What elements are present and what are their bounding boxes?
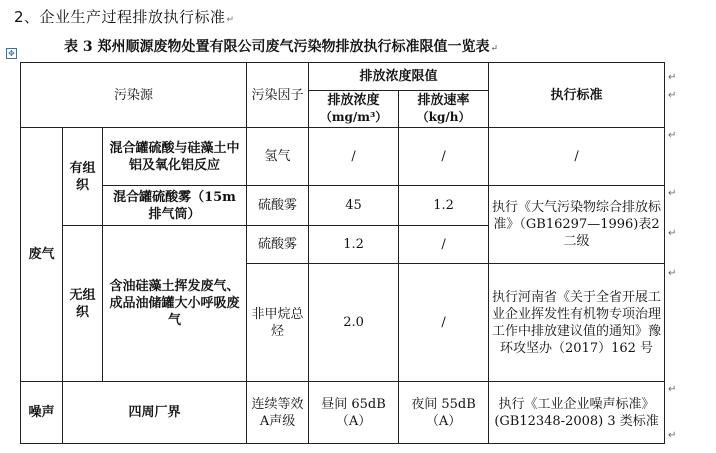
header-standard: 执行标准 <box>489 63 665 128</box>
concentration-cell: 昼间 65dB（A） <box>309 382 399 444</box>
rate-cell: 1.2 <box>399 186 489 226</box>
header-factor: 污染因子 <box>247 63 309 128</box>
organized-label: 有组织 <box>63 128 103 226</box>
concentration-cell: 45 <box>309 186 399 226</box>
row-end-mark: ↵ <box>668 90 677 101</box>
header-row-1 <box>21 63 665 91</box>
factor-cell: 连续等效A声级 <box>247 382 309 444</box>
standard-cell: 执行《工业企业噪声标准》(GB12348-2008) 3 类标准 <box>489 382 665 444</box>
row-end-mark: ↵ <box>668 130 677 141</box>
source-cell: 混合罐硫酸与硅藻土中铝及氧化铝反应 <box>103 128 247 186</box>
table-title-text: 表 3 郑州顺源废物处置有限公司废气污染物排放执行标准限值一览表 <box>64 39 490 55</box>
standard-cell: 执行《大气污染物综合排放标准》（GB16297—1996)表2二级 <box>489 186 665 264</box>
row-end-mark: ↵ <box>668 430 677 441</box>
table-move-handle-icon[interactable]: ✥ <box>6 48 17 59</box>
header-source: 污染源 <box>21 63 247 128</box>
row-end-mark: ↵ <box>668 384 677 395</box>
standard-cell: 执行河南省《关于全省开展工业企业挥发性有机物专项治理工作中排放建议值的通知》豫环攻坚办（2017）162 号 <box>489 264 665 382</box>
row-end-mark: ↵ <box>668 188 677 199</box>
rate-cell: / <box>399 226 489 264</box>
table-row <box>21 186 665 226</box>
header-limit-group: 排放浓度限值 <box>309 63 489 91</box>
category-waste-gas: 废气 <box>21 128 63 382</box>
factor-cell: 氢气 <box>247 128 309 186</box>
header-concentration: 排放浓度 （mg/m³） <box>309 91 399 128</box>
emission-standards-table <box>20 62 665 444</box>
factor-cell: 硫酸雾 <box>247 186 309 226</box>
unorganized-label: 无组织 <box>63 226 103 382</box>
table-row <box>21 382 665 444</box>
source-cell: 混合罐硫酸雾（15m 排气筒） <box>103 186 247 226</box>
rate-cell: / <box>399 128 489 186</box>
row-end-mark: ↵ <box>668 228 677 239</box>
factor-cell: 硫酸雾 <box>247 226 309 264</box>
concentration-cell: 2.0 <box>309 264 399 382</box>
standard-cell: / <box>489 128 665 186</box>
header-rate: 排放速率 （kg/h） <box>399 91 489 128</box>
table-title <box>64 36 498 56</box>
rate-cell: / <box>399 264 489 382</box>
concentration-cell: / <box>309 128 399 186</box>
row-end-mark: ↵ <box>668 268 677 279</box>
factor-cell: 非甲烷总烃 <box>247 264 309 382</box>
source-cell: 含油硅藻土挥发废气、成品油储罐大小呼吸废气 <box>103 226 247 382</box>
paragraph-mark: ↵ <box>226 15 235 25</box>
paragraph-mark: ↵ <box>490 44 499 54</box>
concentration-cell: 1.2 <box>309 226 399 264</box>
rate-cell: 夜间 55dB（A） <box>399 382 489 444</box>
section-heading <box>14 6 235 27</box>
table-row <box>21 128 665 186</box>
row-end-mark: ↵ <box>668 72 677 83</box>
section-heading-text: 2、企业生产过程排放执行标准 <box>14 8 226 26</box>
source-cell: 四周厂界 <box>63 382 247 444</box>
category-noise: 噪声 <box>21 382 63 444</box>
